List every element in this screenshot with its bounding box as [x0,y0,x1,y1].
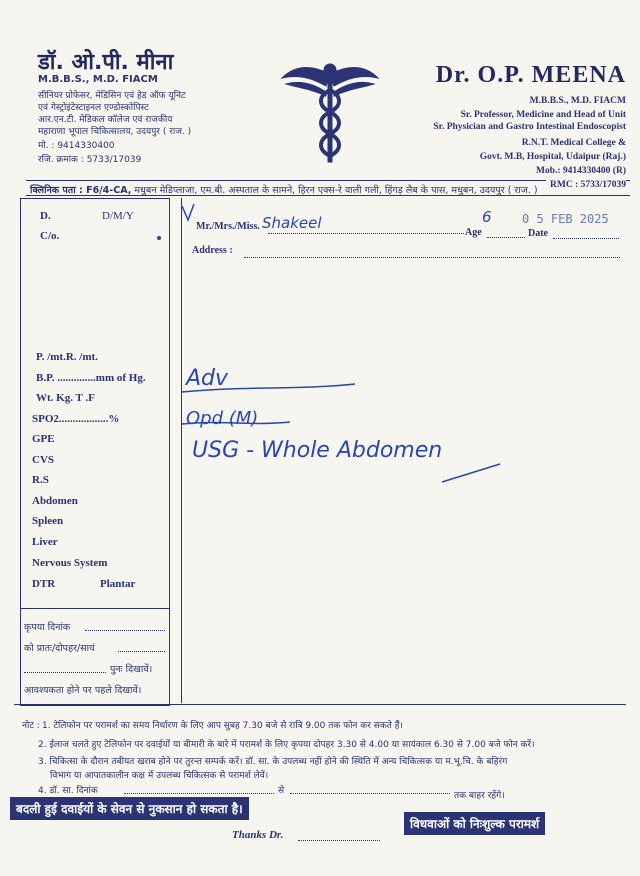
care-of-label: C/o. [40,230,60,242]
age-value: 6 [482,208,492,226]
exam-plantar: Plantar [100,578,136,590]
english-title-2: Sr. Physician and Gastro Intestinal Endoscopist [433,122,626,132]
english-hospital: Govt. M.B, Hospital, Udaipur (Raj.) [479,152,626,162]
handwriting-strokes [180,200,620,500]
exam-gpe: GPE [32,433,55,445]
date-d-label: D. [40,210,51,222]
weight-temp-label: Wt. Kg. T .F [36,392,95,404]
note-2: 2. ईलाज चलते हुए टेलिफोन पर दवाईयों या बीमारी के बारे में परामर्श के लिए कृपया दोपहर 3.30 से 4.00 या सायंकाल 6.30 से 7.00 बजे फोन करें। [38,740,535,750]
notes-divider [14,704,626,705]
exam-rs: R.S [32,474,49,486]
patient-name-label: Mr./Mrs./Miss. [196,221,260,232]
thanks-line [298,840,380,841]
clinic-label: क्लिनिक पता : F6/4-CA, [30,185,132,196]
exam-liver: Liver [32,536,58,548]
exam-spleen: Spleen [32,515,64,527]
english-degree: M.B.B.S., M.D. FIACM [529,96,626,106]
hindi-reg-number: रजि. क्रमांक : 5733/17039 [38,155,142,165]
note-4-end: तक बाहर रहेंगे। [454,791,505,801]
notes-title: नोट : [22,721,40,731]
rx-note-usg: USG - Whole Abdomen [192,438,443,463]
age-label: Age [465,227,482,238]
widow-consult-banner: विधवाओं को निःशुल्क परामर्श [404,812,545,835]
hindi-line-1: सीनियर प्रोफेसर, मेडिसिन एवं हेड ऑफ यूनिट [38,91,186,101]
exam-cvs: CVS [32,454,55,466]
english-rmc: RMC : 5733/17039 [546,180,626,190]
doctor-name-english: Dr. O.P. MEENA [435,62,626,88]
caduceus-logo-icon [280,56,380,166]
warning-banner: बदली हुई दवाईयों के सेवन से नुकसान हो सकता है। [10,797,249,820]
exam-abdomen: Abdomen [32,495,78,507]
rx-note-advice: Adv [186,366,229,391]
rx-note-opd: Opd (M) [186,408,259,429]
note-4: 4. डॉ. सा. दिनांक [38,786,98,796]
followup-time-line [118,651,165,652]
note-1: 1. टेलिफोन पर परामर्श का समय निर्धारण के लिए आप सुबह 7.30 बजे से रात्रि 9.00 तक फोन कर सकते हैं। [42,721,403,731]
address-label: Address : [192,245,233,256]
hindi-line-3: आर.एन.टी. मेडिकल कॉलेज एवं राजकीय [38,115,173,125]
followup-show-label: पुनः दिखावें। [110,664,153,675]
english-college: R.N.T. Medical College & [521,138,626,148]
followup-show-line [24,672,106,673]
note-3-continued: विभाग या आपातकालीन कक्ष में उपलब्ध चिकित्सक से परामर्श लेवें। [50,771,269,781]
clinic-address: मधुबन मेडिप्लाजा, एम.बी. अस्पताल के सामने, हिरन एक्स-रे वाली गली, हिंगड़ लैब के पास, मधुबन, उदयपुर ( राज. ) [134,185,538,196]
note-4-from-line [124,793,274,794]
clinic-address-bar [26,180,630,196]
pulse-resp-label: P. /mt.R. /mt. [36,351,98,363]
note-4-from: से [278,786,285,796]
note-3: 3. चिकित्सा के दौरान तबीयत खराब होने पर तुरन्त सम्पर्क करें। डॉ. सा. के उपलब्ध नहीं होने की स्थिति में अन्य चिकित्सक या म.भू.चि. के बहिरंग [38,757,508,767]
hindi-line-4: महाराणा भूपाल चिकित्सालय, उदयपुर ( राज. ) [38,127,192,137]
doctor-name-hindi: डॉ. ओ.पी. मीना [38,50,174,75]
followup-need-label: आवश्यकता होने पर पहले दिखावें। [24,685,142,696]
degree-hindi-side: M.B.B.S., M.D. FIACM [38,74,158,85]
ink-dot [157,236,161,240]
followup-date-label: कृपया दिनांक [24,622,71,633]
date-format-label: D/M/Y [102,210,134,222]
patient-name-value: Shakeel [262,214,322,232]
spo2-label: SPO2..................% [32,413,120,425]
date-label: Date [528,228,548,239]
hindi-line-2: एवं गेस्ट्रोइंटेस्टाइनल एण्डोस्कोपिस्ट [38,103,149,113]
exam-nervous-system: Nervous System [32,557,108,569]
note-4-to-line [290,793,450,794]
english-mobile: Mob.: 9414330400 (R) [536,166,626,176]
followup-divider [20,608,170,609]
hindi-mobile: मो. : 9414330400 [38,141,115,151]
english-title-1: Sr. Professor, Medicine and Head of Unit [460,110,626,120]
exam-dtr: DTR [32,578,56,590]
followup-date-line [85,630,165,631]
date-stamp: 0 5 FEB 2025 [522,212,609,226]
followup-time-label: को प्रातः/दोपहर/सायं [24,643,95,654]
thanks-label: Thanks Dr. [232,829,284,841]
bp-label: B.P. ..............mm of Hg. [36,372,146,384]
